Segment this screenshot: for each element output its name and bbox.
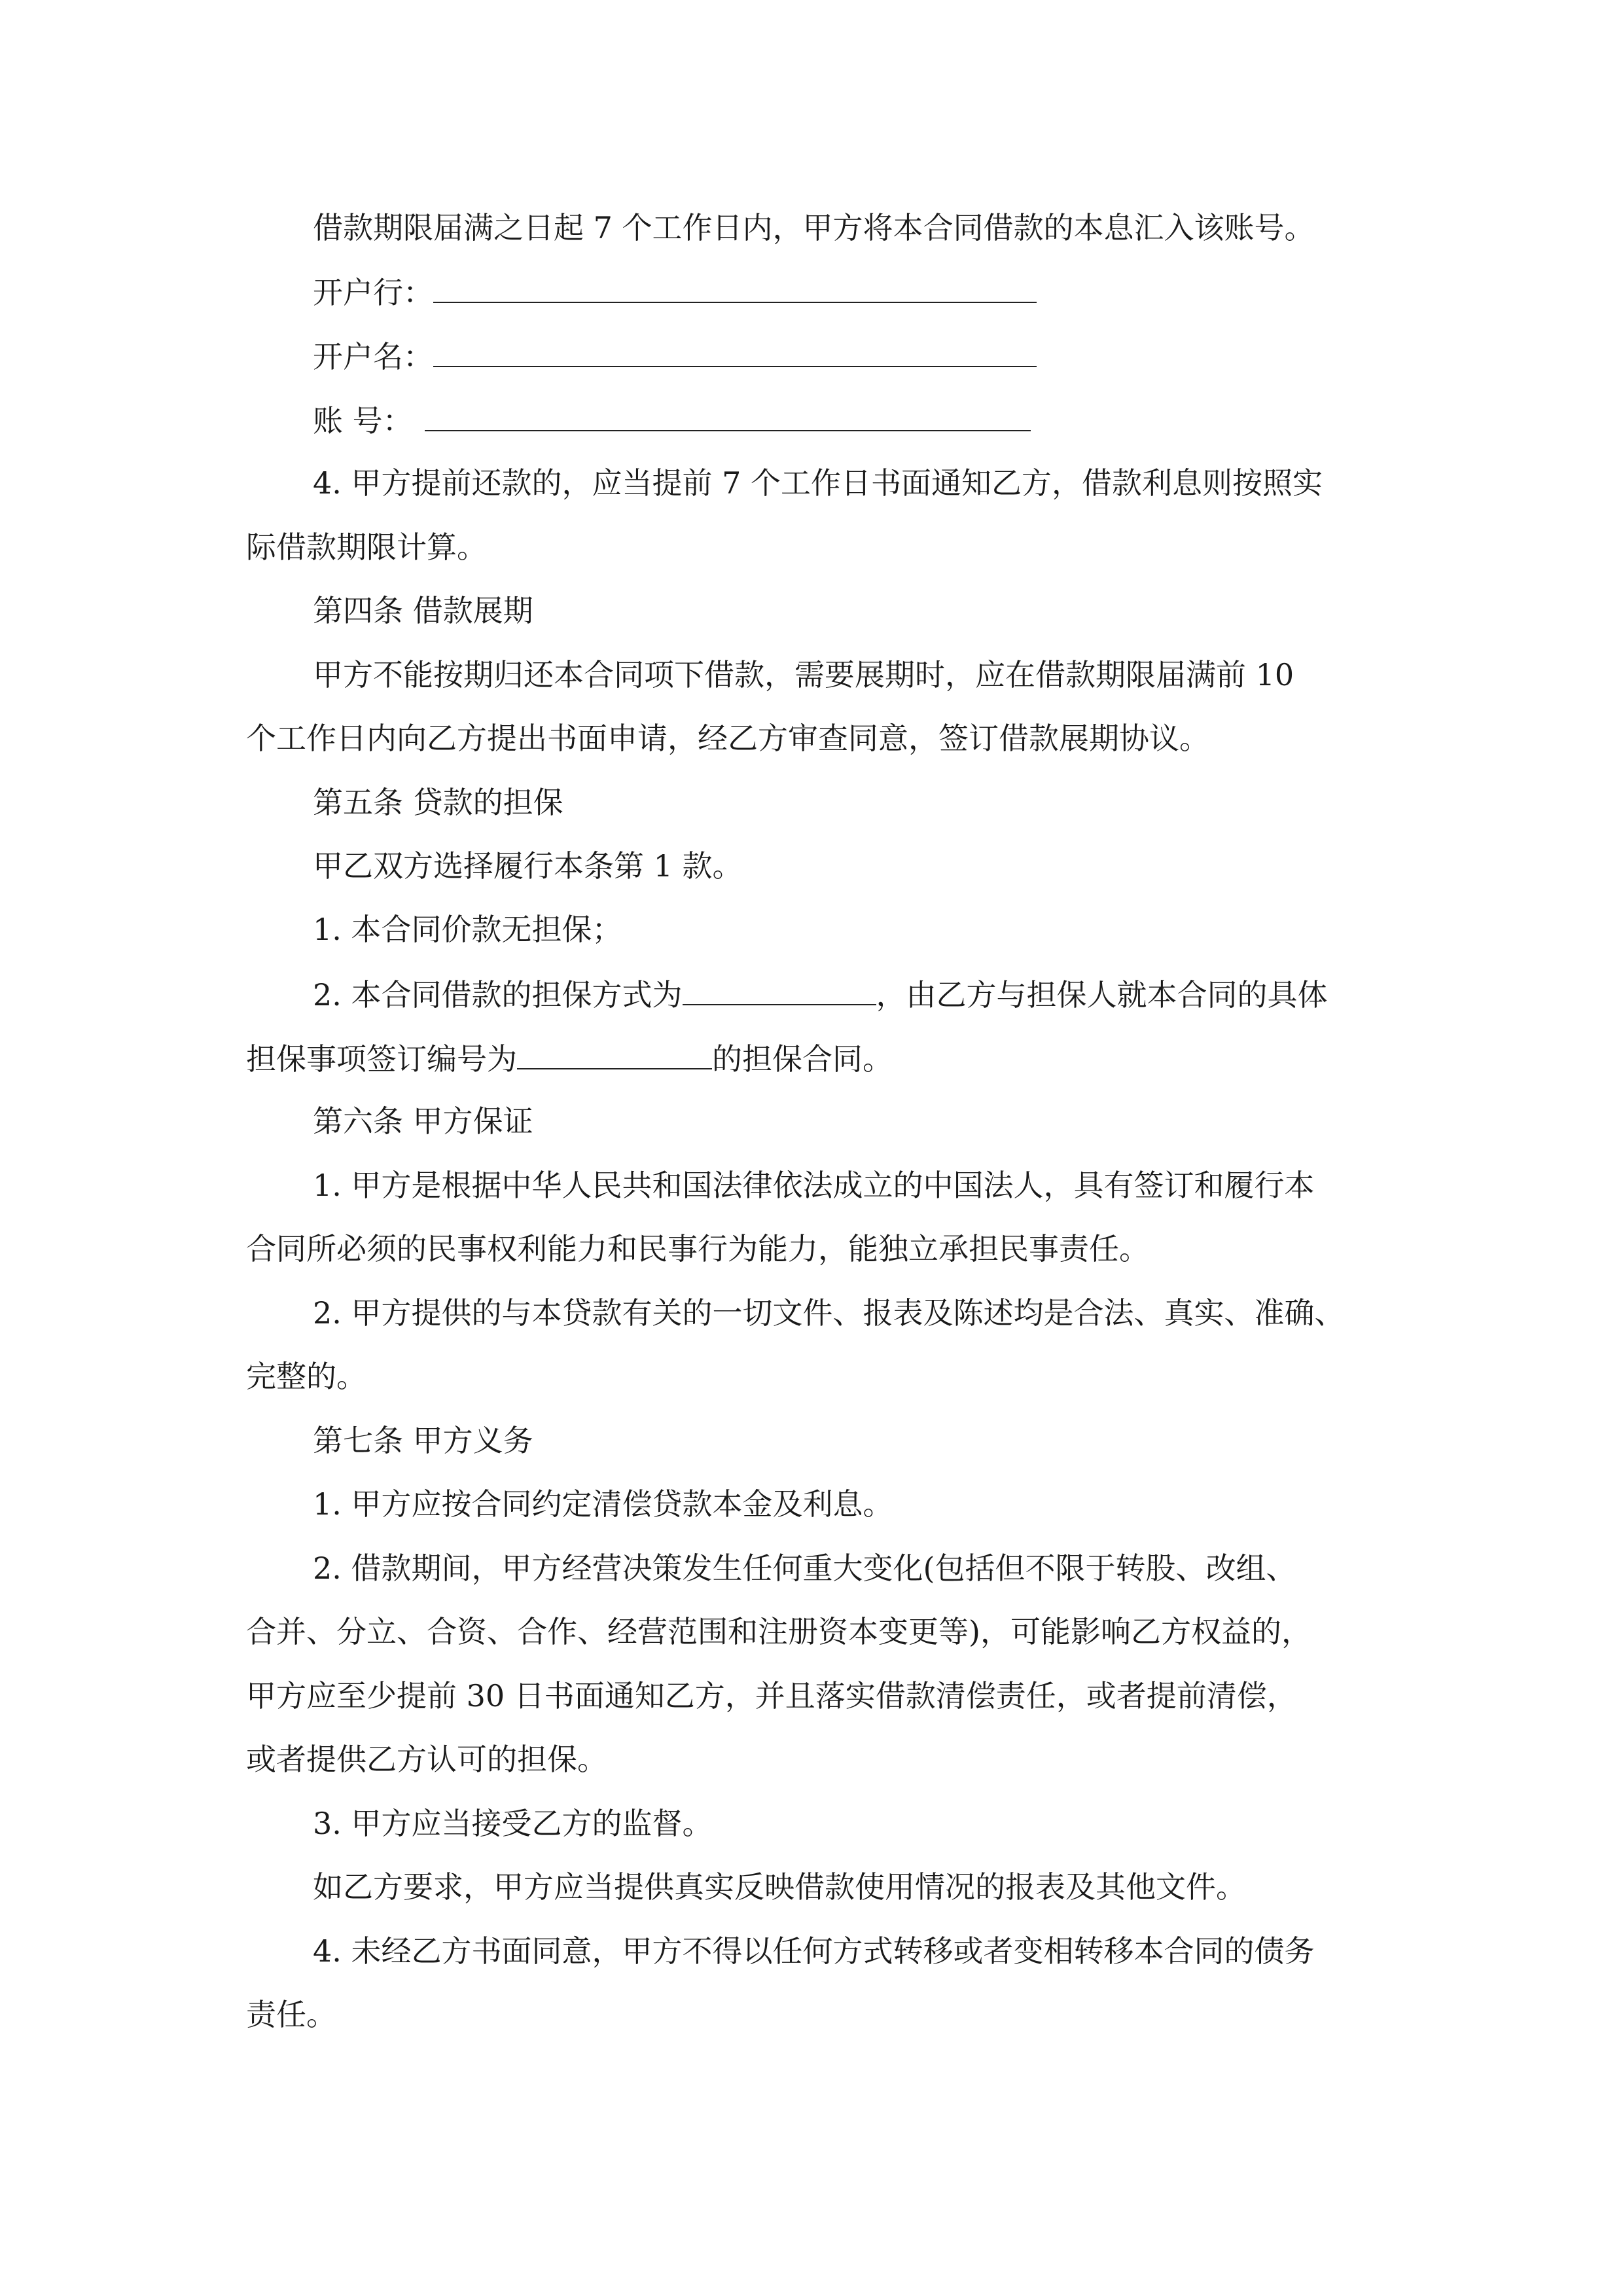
article4-title: 第四条 借款展期 — [313, 593, 533, 628]
guarantee-method-blank[interactable] — [683, 974, 876, 1005]
article5-title: 第五条 贷款的担保 — [313, 785, 563, 820]
article6-item2-line2: 完整的。 — [246, 1359, 366, 1394]
article5-item2-line1 — [313, 974, 1328, 1013]
article5-item1: 1. 本合同价款无担保； — [313, 912, 622, 947]
paragraph-repayment-continuation: 借款期限届满之日起 7 个工作日内，甲方将本合同借款的本息汇入该账号。 — [313, 210, 1315, 245]
article6-item2-line1: 2. 甲方提供的与本贷款有关的一切文件、报表及陈述均是合法、真实、准确、 — [313, 1295, 1345, 1331]
article7-title: 第七条 甲方义务 — [313, 1423, 533, 1458]
bank-field-label: 开户行： — [313, 275, 433, 310]
article7-item2-line3: 甲方应至少提前 30 日书面通知乙方，并且落实借款清偿责任，或者提前清偿， — [246, 1678, 1297, 1713]
article5-paragraph: 甲乙双方选择履行本条第 1 款。 — [313, 848, 743, 884]
account-name-field-row — [313, 336, 1037, 375]
account-name-field-label: 开户名： — [313, 339, 433, 374]
guarantee-contract-number-blank[interactable] — [517, 1038, 712, 1069]
article7-item3: 3. 甲方应当接受乙方的监督。 — [313, 1806, 713, 1841]
article6-title: 第六条 甲方保证 — [313, 1103, 533, 1139]
item4-early-repayment-line2: 际借款期限计算。 — [246, 529, 487, 565]
item4-early-repayment-line1: 4. 甲方提前还款的，应当提前 7 个工作日书面通知乙方，借款利息则按照实 — [313, 465, 1323, 501]
article7-item4-line1: 4. 未经乙方书面同意，甲方不得以任何方式转移或者变相转移本合同的债务 — [313, 1933, 1315, 1969]
bank-field-row — [313, 272, 1037, 311]
bank-field-blank[interactable] — [433, 272, 1037, 303]
account-number-field-row — [313, 400, 1031, 439]
article5-item2-text-d: 的担保合同。 — [712, 1041, 893, 1077]
article5-item2-text-c: 担保事项签订编号为 — [246, 1041, 517, 1077]
account-number-field-label: 账 号： — [313, 403, 413, 439]
article7-item2-line4: 或者提供乙方认可的担保。 — [246, 1742, 607, 1777]
article7-item2-line2: 合并、分立、合资、合作、经营范围和注册资本变更等)，可能影响乙方权益的， — [246, 1614, 1311, 1649]
account-name-field-blank[interactable] — [433, 336, 1037, 367]
article4-paragraph-line1: 甲方不能按期归还本合同项下借款，需要展期时，应在借款期限届满前 10 — [313, 657, 1294, 692]
article5-item2-text-b: ，由乙方与担保人就本合同的具体 — [876, 977, 1328, 1013]
article7-item2-line1: 2. 借款期间，甲方经营决策发生任何重大变化(包括但不限于转股、改组、 — [313, 1551, 1296, 1586]
article5-item2-text-a: 2. 本合同借款的担保方式为 — [313, 977, 683, 1013]
article7-item4-line2: 责任。 — [246, 1997, 336, 2032]
article6-item1-line1: 1. 甲方是根据中华人民共和国法律依法成立的中国法人，具有签订和履行本 — [313, 1168, 1315, 1203]
article4-paragraph-line2: 个工作日内向乙方提出书面申请，经乙方审查同意，签订借款展期协议。 — [246, 721, 1209, 756]
article7-item1: 1. 甲方应按合同约定清偿贷款本金及利息。 — [313, 1486, 893, 1522]
article5-item2-line2 — [246, 1038, 893, 1077]
account-number-field-blank[interactable] — [425, 400, 1031, 431]
article7-item3-paragraph: 如乙方要求，甲方应当提供真实反映借款使用情况的报表及其他文件。 — [313, 1869, 1246, 1905]
article6-item1-line2: 合同所必须的民事权利能力和民事行为能力，能独立承担民事责任。 — [246, 1231, 1149, 1266]
